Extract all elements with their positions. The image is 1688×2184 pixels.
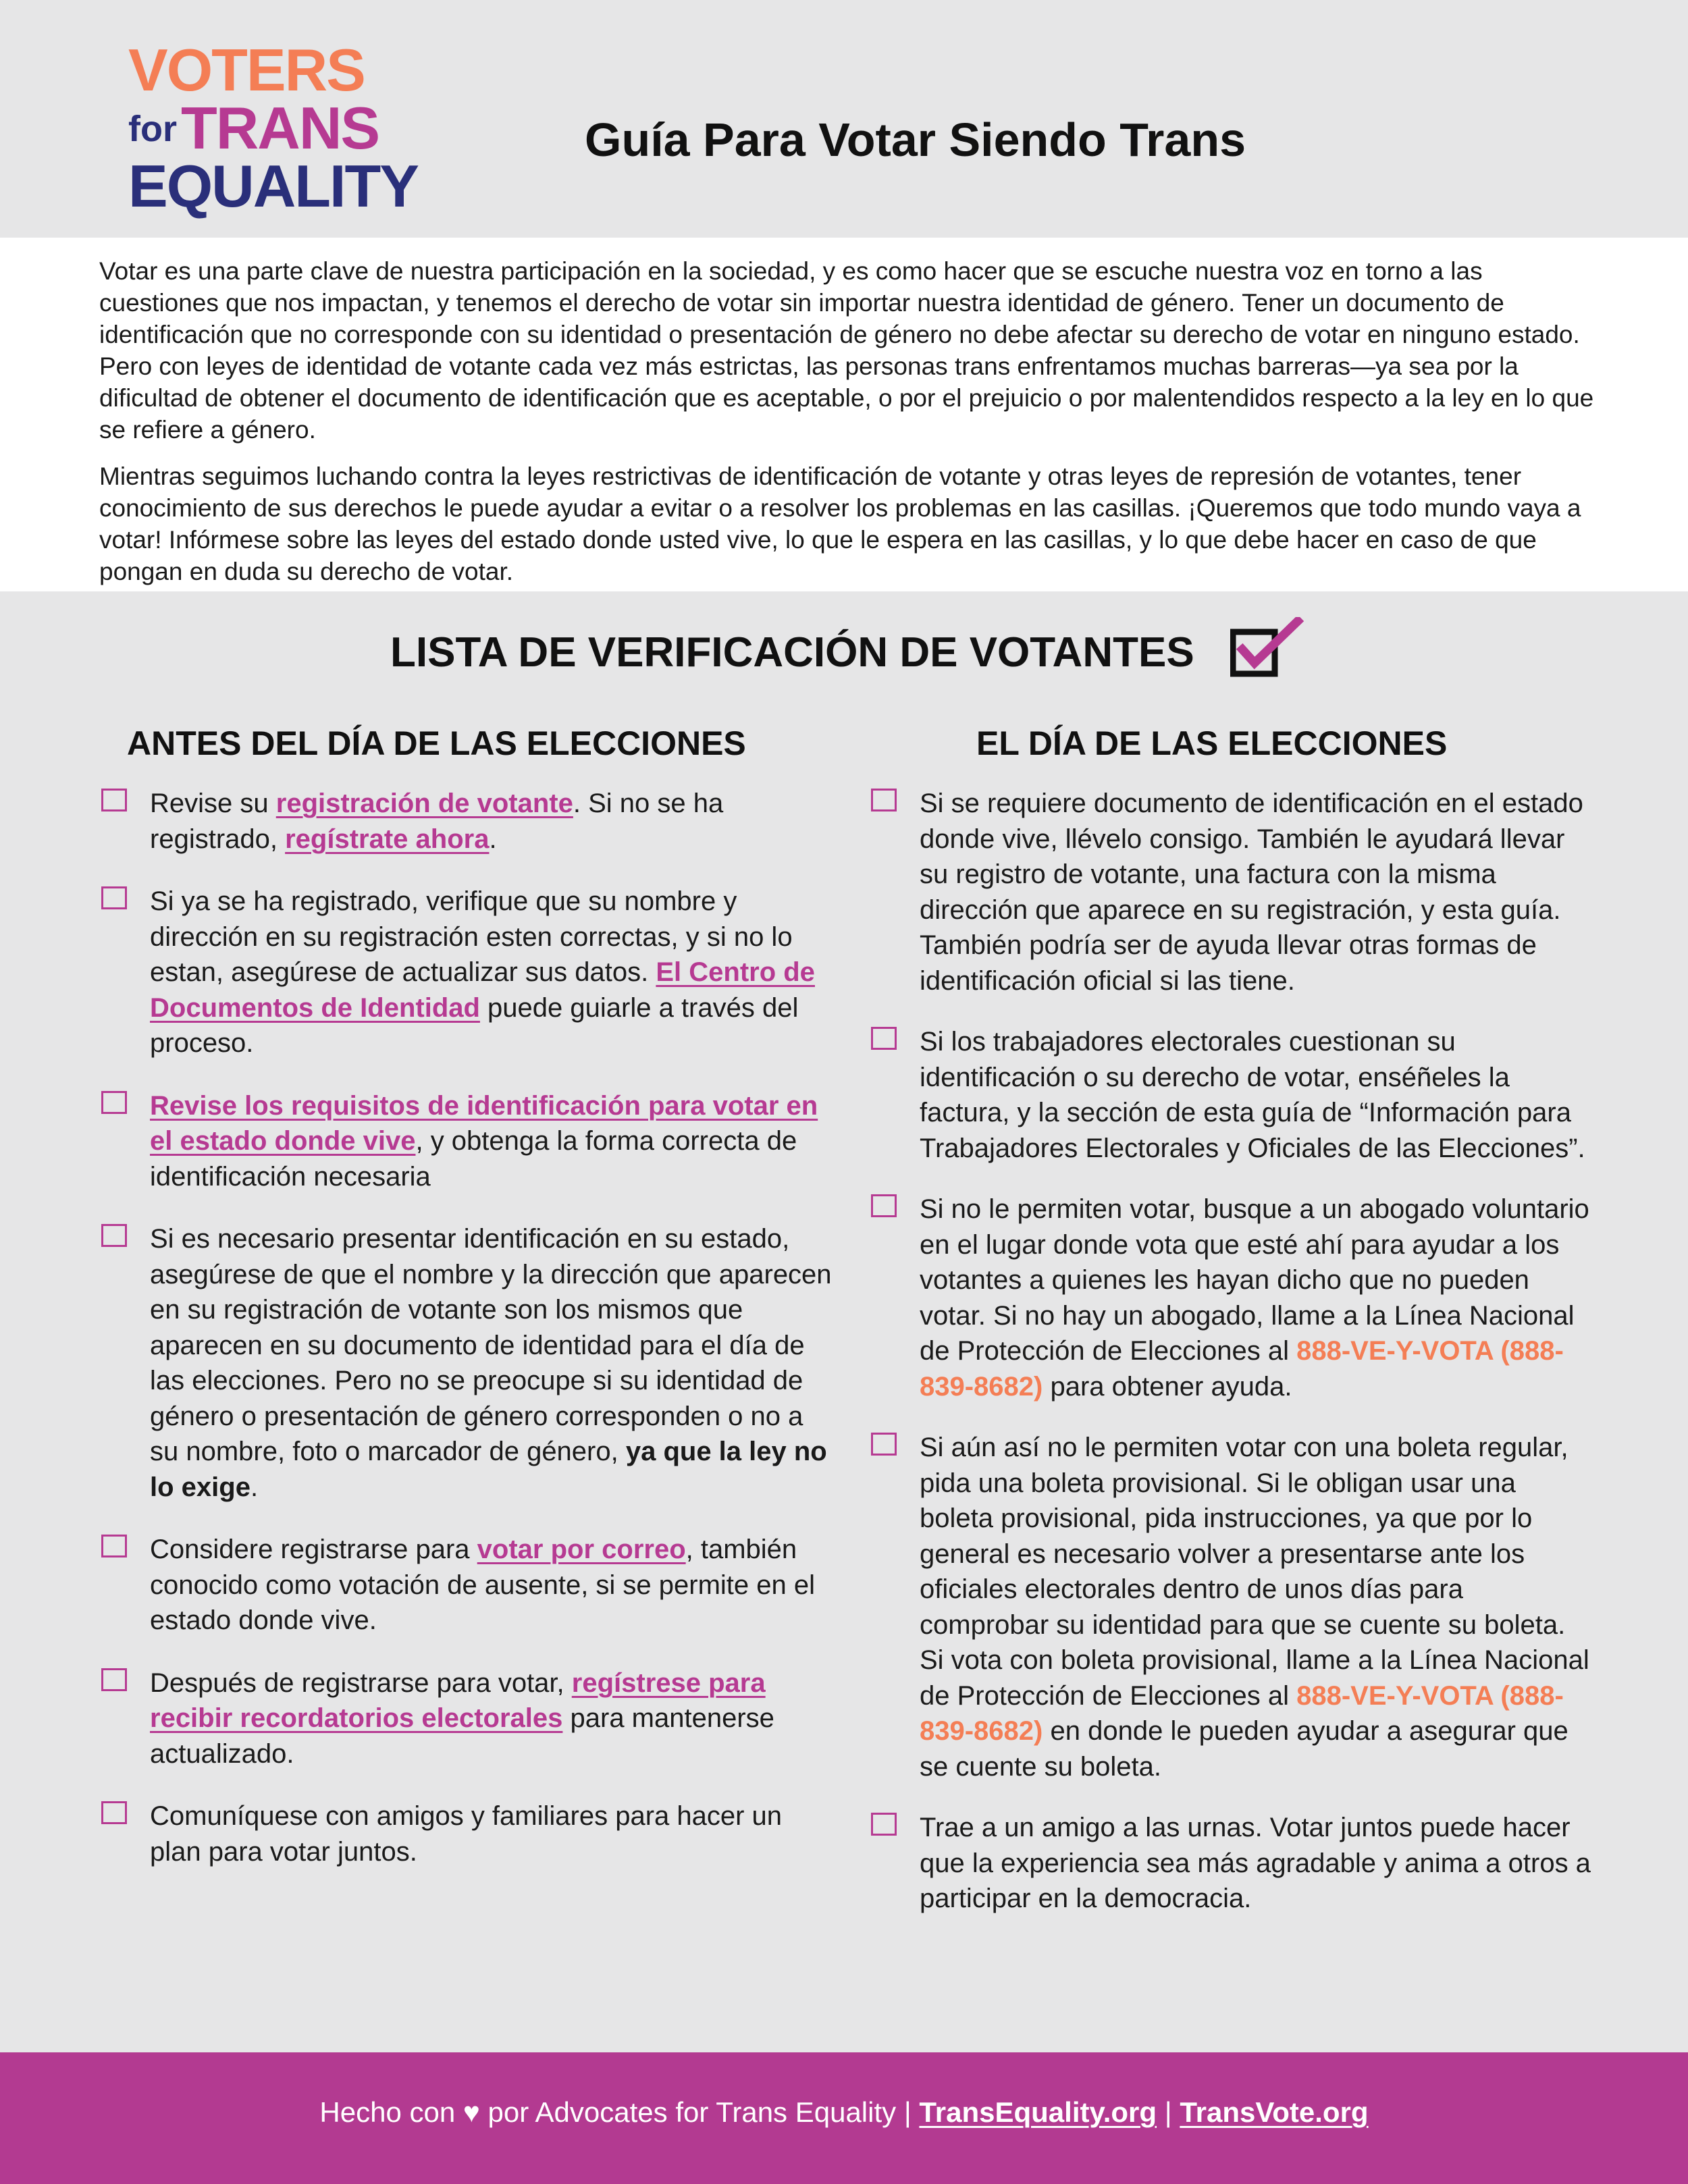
footer-band	[0, 2052, 1688, 2184]
header-band	[0, 0, 1688, 238]
checkbox[interactable]	[101, 1224, 127, 1247]
list-item: Si es necesario presentar identificación en su estado, asegúrese de que el nombre y la dirección que aparecen en su registración de votante son los mismos que aparecen en su documento de identidad para el día de las elecciones. Pero no se preocupe si su identidad de género o presentación de género corresponden o no a su nombre, foto o marcador de género, ya que la ley no lo exige.	[101, 1221, 837, 1505]
hotline-phone-number[interactable]: 888-VE-Y-VOTA (888-839-8682)	[920, 1680, 1564, 1746]
election-reminders-link[interactable]: regístrese para recibir recordatorios electorales	[150, 1668, 766, 1733]
voters-for-trans-equality-logo	[128, 36, 418, 219]
checkbox[interactable]	[101, 1091, 127, 1114]
intro-paragraph-2: Mientras seguimos luchando contra la leyes restrictivas de identificación de votante y otras leyes de represión de votantes, tener conocimiento de sus derechos le puede ayudar a evitar o a resolver los problemas en las casillas. ¡Queremos que todo mundo vaya a votar! Infórmese sobre las leyes del estado donde usted vive, lo que le espera en las casillas, y lo que debe hacer en caso de que pongan en duda su derecho de votar.	[99, 462, 1581, 585]
checkbox[interactable]	[871, 1027, 897, 1050]
voter-checklist-section	[0, 591, 1688, 2052]
election-day-heading: EL DÍA DE LAS ELECCIONES	[976, 724, 1448, 762]
page-title: Guía Para Votar Siendo Trans	[585, 113, 1246, 166]
list-item: Considere registrarse para votar por correo, también conocido como votación de ausente, si se permite en el estado donde vive.	[101, 1532, 837, 1639]
intro-paragraph-1: Votar es una parte clave de nuestra participación en la sociedad, y es como hacer que se escuche nuestra voz en torno a las cuestiones que nos impactan, y tenemos el derecho de votar sin importar nuestra identidad de género. Tener un documento de identificación que no corresponde con su identidad o presentación de género no debe afectar su derecho de votar en ninguno estado. Pero con leyes de identidad de votante cada vez más estrictas, las personas trans enfrentamos muchas barreras—ya sea por la dificultad de obtener el documento de identificación que es aceptable, o por el prejuicio o por malentendidos respecto a la ley en lo que se refiere a género.	[99, 257, 1594, 444]
checkbox[interactable]	[871, 1194, 897, 1217]
checkbox[interactable]	[101, 1535, 127, 1557]
checkbox[interactable]	[101, 886, 127, 909]
register-now-link[interactable]: regístrate ahora	[285, 824, 490, 854]
voter-registration-link[interactable]: registración de votante	[275, 789, 573, 818]
list-item: Comuníquese con amigos y familiares para hacer un plan para votar juntos.	[101, 1799, 837, 1869]
vote-by-mail-link[interactable]: votar por correo	[477, 1535, 686, 1564]
intro-section	[99, 255, 1605, 602]
list-item: Si aún así no le permiten votar con una boleta regular, pida una boleta provisional. Si le obligan usar una boleta provisional, pida instrucciones, ya que por lo general es necesario volver a presentarse ante los oficiales electorales dentro de unos días para comprobar su identidad para que se cuente su boleta. Si vota con boleta provisional, llame a la Línea Nacional de Protección de Elecciones al 888-VE-Y-VOTA (888-839-8682) en donde le pueden ayudar a asegurar que se cuente su boleta.	[871, 1430, 1593, 1784]
list-item: Si ya se ha registrado, verifique que su nombre y dirección en su registración esten correctas, y si no lo estan, asegúrese de actualizar sus datos. El Centro de Documentos de Identidad puede guiarle a través del proceso.	[101, 884, 837, 1061]
id-documents-center-link[interactable]: El Centro de Documentos de Identidad	[150, 957, 815, 1023]
before-election-heading: ANTES DEL DÍA DE LAS ELECCIONES	[127, 724, 746, 762]
checkbox[interactable]	[871, 789, 897, 811]
checkbox[interactable]	[101, 1801, 127, 1824]
list-item: Si se requiere documento de identificación en el estado donde vive, llévelo consigo. También le ayudará llevar su registro de votante, una factura con la misma dirección que aparece en su registración, y esta guía. También podría ser de ayuda llevar otras formas de identificación oficial si las tiene.	[871, 786, 1593, 998]
checklist-title: LISTA DE VERIFICACIÓN DE VOTANTES	[390, 629, 1194, 676]
logo-trans: TRANS	[181, 95, 379, 161]
checkbox[interactable]	[871, 1813, 897, 1836]
transequality-link[interactable]: TransEquality.org	[919, 2096, 1157, 2128]
list-item: Revise su registración de votante. Si no se ha registrado, regístrate ahora.	[101, 786, 837, 857]
list-item: Trae a un amigo a las urnas. Votar juntos puede hacer que la experiencia sea más agradable y anima a otros a participar en la democracia.	[871, 1810, 1593, 1917]
transvote-link[interactable]: TransVote.org	[1180, 2096, 1369, 2128]
logo-equality: EQUALITY	[128, 153, 418, 219]
checkbox[interactable]	[871, 1433, 897, 1456]
list-item: Revise los requisitos de identificación para votar en el estado donde vive, y obtenga la forma correcta de identificación necesaria	[101, 1088, 837, 1195]
election-day-list	[871, 786, 1593, 1942]
list-item: Si los trabajadores electorales cuestionan su identificación o su derecho de votar, enséñeles la factura, y la sección de esta guía de “Información para Trabajadores Electorales y Oficiales de las Elecciones”.	[871, 1024, 1593, 1166]
logo-for: for	[128, 109, 177, 149]
list-item: Si no le permiten votar, busque a un abogado voluntario en el lugar donde vota que esté ahí para ayudar a los votantes a quienes les hayan dicho que no pueden votar. Si no hay un abogado, llame a la Línea Nacional de Protección de Elecciones al 888-VE-Y-VOTA (888-839-8682) para obtener ayuda.	[871, 1192, 1593, 1404]
list-item: Después de registrarse para votar, regístrese para recibir recordatorios electorales para mantenerse actualizado.	[101, 1666, 837, 1772]
footer-text: Hecho con ♥ por Advocates for Trans Equality | TransEquality.org | TransVote.org	[319, 2096, 1369, 2128]
state-id-requirements-link[interactable]: Revise los requisitos de identificación para votar en el estado donde vive	[150, 1090, 818, 1156]
checkbox-checked-icon	[1230, 617, 1304, 685]
logo-voters: VOTERS	[128, 36, 365, 103]
checkbox[interactable]	[101, 789, 127, 811]
before-election-list	[101, 786, 837, 1896]
hotline-phone-number[interactable]: 888-VE-Y-VOTA (888-839-8682)	[920, 1336, 1564, 1402]
checkbox[interactable]	[101, 1668, 127, 1691]
heart-icon: ♥	[463, 2096, 480, 2128]
